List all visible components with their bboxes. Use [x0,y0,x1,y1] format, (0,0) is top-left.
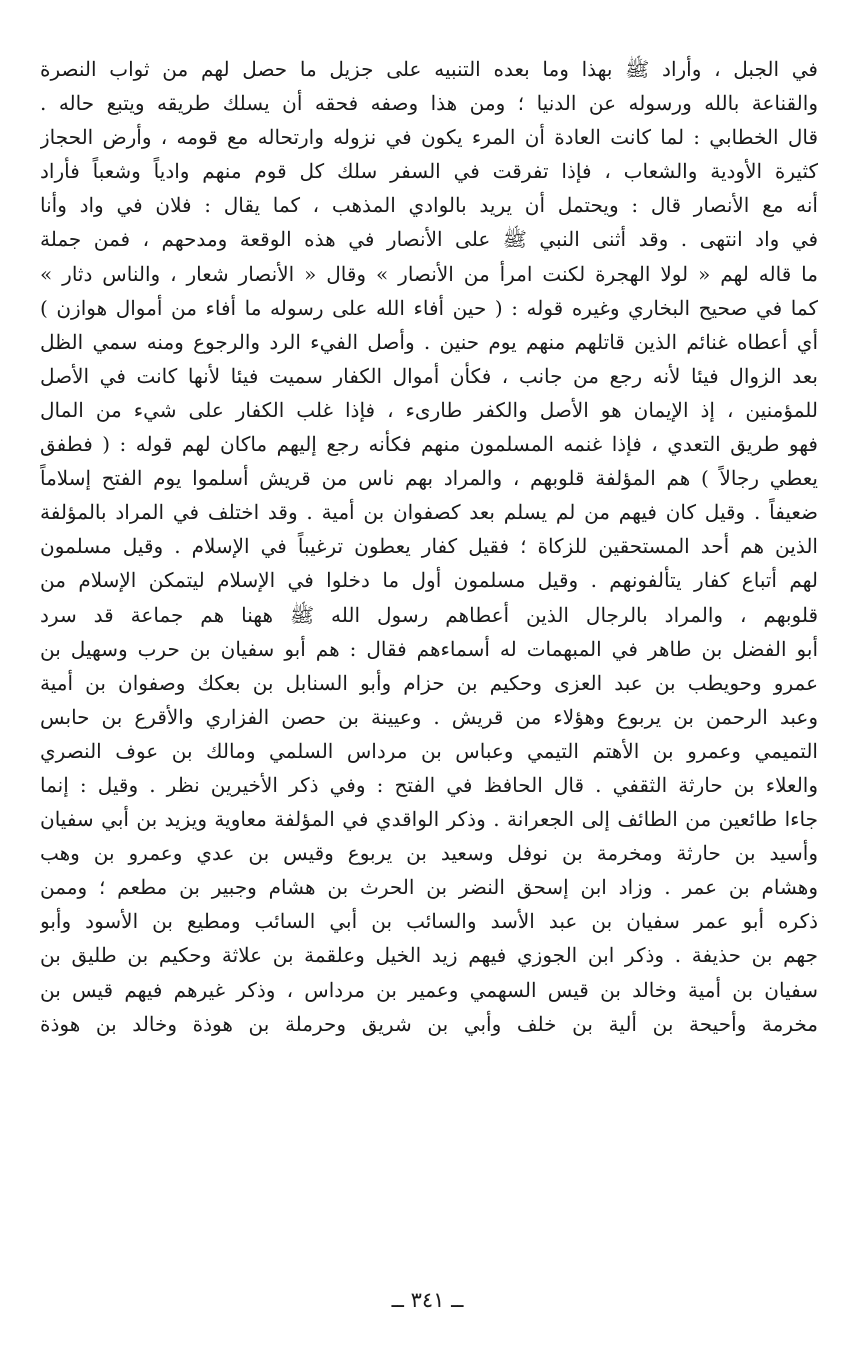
text-line: كثيرة الأودية والشعاب ، فإذا تفرقت في السفر سلك كل قوم منهم وادياً وشعباً فأراد [40,159,818,184]
text-line: ضعيفاً . وقيل كان فيهم من لم يسلم بعد كصفوان بن أمية . وقد اختلف في المراد بالمؤلفة [40,500,818,525]
text-line: سفيان بن أمية وخالد بن قيس السهمي وعمير بن مرداس ، وذكر غيرهم فيهم قيس بن [40,977,818,1002]
text-line: ذكره أبو عمر سفيان بن عبد الأسد والسائب بن أبي السائب ومطيع بن الأسود وأبو [40,909,818,934]
text-line: وأسيد بن حارثة ومخرمة بن نوفل وسعيد بن يربوع وقيس بن عدي وعمرو بن وهب [40,841,818,866]
text-line: والعلاء بن حارثة الثقفي . قال الحافظ في الفتح : وفي ذكر الأخيرين نظر . وقيل : إنما [40,772,818,797]
text-line: والقناعة بالله ورسوله عن الدنيا ؛ ومن هذا وصفه فحقه أن يسلك طريقه ويتبع حاله . [40,91,818,116]
text-line: وعبد الرحمن بن يربوع وهؤلاء من قريش . وعيينة بن حصن الفزاري والأقرع بن حابس [40,704,818,729]
text-line: لهم أتباع كفار يتألفونهم . وقيل مسلمون أول ما دخلوا في الإسلام ليتمكن الإسلام من [40,568,818,593]
text-line: التميمي وعمرو بن الأهتم التيمي وعباس بن مرداس السلمي ومالك بن عوف النصري [40,738,818,763]
text-line: جاءا طائعين من الطائف إلى الجعرانة . وذكر الواقدي في المؤلفة معاوية ويزيد بن أبي سفيان [40,807,818,832]
text-line: أنه مع الأنصار قال : ويحتمل أن يريد بالوادي المذهب ، كما يقال : فلان في واد وأنا [40,193,818,218]
text-line: عمرو وحويطب بن عبد العزى وحكيم بن حزام وأبو السنابل بن بعكك وصفوان بن أمية [40,670,818,695]
document-body [40,52,818,1041]
text-line: وهشام بن عمر . وزاد ابن إسحق النضر بن الحرث بن هشام وجبير بن مطعم ؛ وممن [40,875,818,900]
text-line: في واد انتهى . وقد أثنى النبي ﷺ على الأنصار في هذه الوقعة ومدحهم ، فمن جملة [40,227,818,252]
text-line: جهم بن حذيفة . وذكر ابن الجوزي فيهم زيد الخيل وعلقمة بن علاثة وحكيم بن طليق بن [40,943,818,968]
text-line: الذين هم أحد المستحقين للزكاة ؛ فقيل كفار يعطون ترغيباً في الإسلام . وقيل مسلمون [40,534,818,559]
text-line: قال الخطابي : لما كانت العادة أن المرء يكون في نزوله وارتحاله مع قومه ، وأرض الحجاز [40,125,818,150]
text-line: يعطي رجالاً ) هم المؤلفة قلوبهم ، والمراد بهم ناس من قريش أسلموا يوم الفتح إسلاماً [40,466,818,491]
text-line: أي أعطاه غنائم الذين قاتلهم منهم يوم حنين . وأصل الفيء الرد والرجوع ومنه سمي الظل [40,329,818,354]
page-number: ــ ٣٤١ ــ [391,1288,464,1312]
text-line: ما قاله لهم « لولا الهجرة لكنت امرأ من الأنصار » وقال « الأنصار شعار ، والناس دثار » [40,261,818,286]
text-line: كما في صحيح البخاري وغيره قوله : ( حين أفاء الله على رسوله ما أفاء من أموال هوازن ) [40,295,818,320]
text-line: مخرمة وأحيحة بن ألية بن خلف وأبي بن شريق وحرملة بن هوذة وخالد بن هوذة [40,1011,818,1036]
text-line: للمؤمنين ، إذ الإيمان هو الأصل والكفر طارىء ، فإذا غلب الكفار على شيء من المال [40,397,818,422]
text-line: في الجبل ، وأراد ﷺ بهذا وما بعده التنبيه على جزيل ما حصل لهم من ثواب النصرة [40,57,818,81]
text-line: فهو طريق التعدي ، فإذا غنمه المسلمون منهم فكأنه رجع إليهم ماكان لهم قوله : ( فطفق [40,432,818,457]
text-line: قلوبهم ، والمراد بالرجال الذين أعطاهم رسول الله ﷺ ههنا هم جماعة قد سرد [40,602,818,627]
text-line: أبو الفضل بن طاهر في المبهمات له أسماءهم فقال : هم أبو سفيان بن حرب وسهيل بن [40,636,818,661]
text-line: بعد الزوال فيئا لأنه رجع من جانب ، فكأن أموال الكفار سميت فيئا لأنها كانت في الأصل [40,363,818,388]
